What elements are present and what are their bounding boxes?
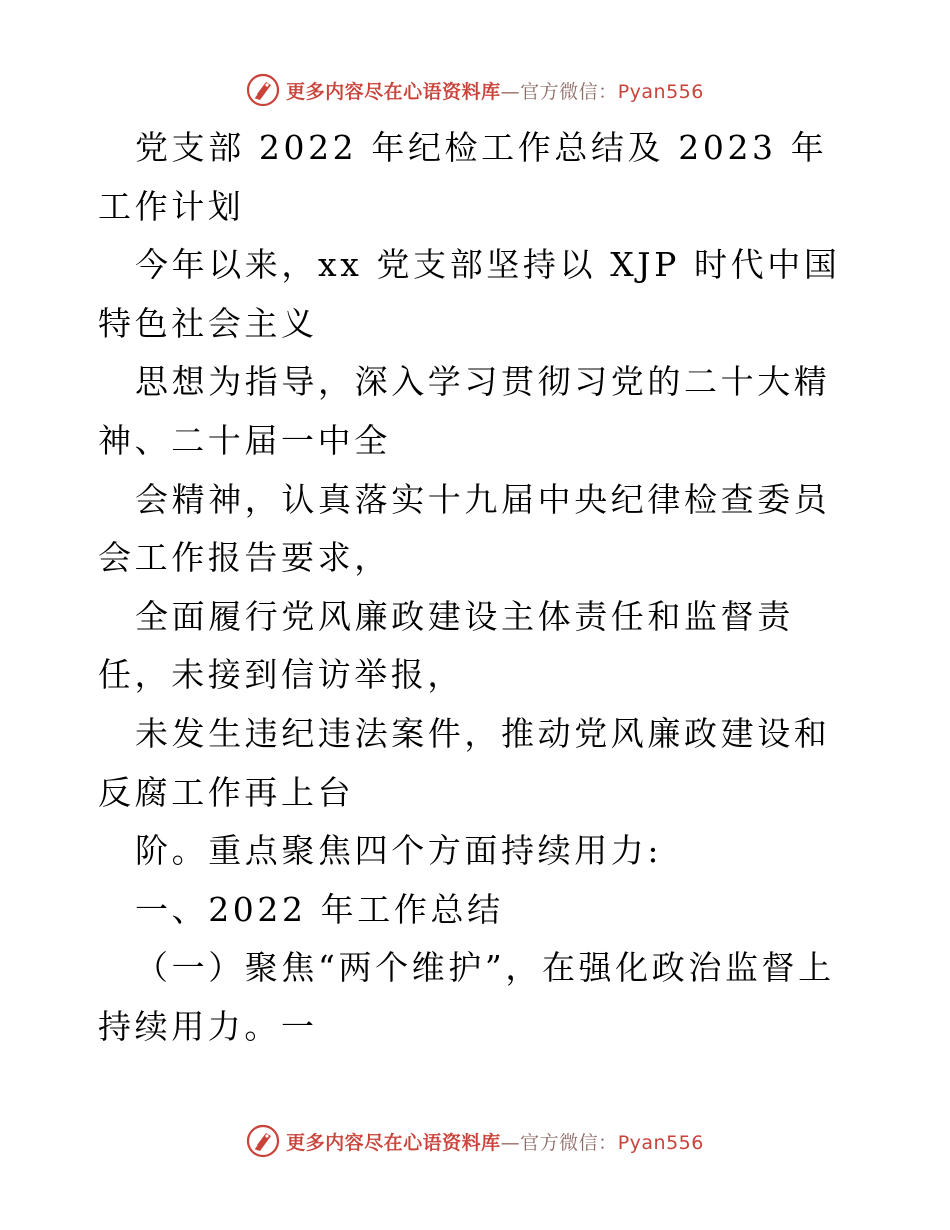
watermark-dash: — bbox=[500, 1131, 521, 1154]
watermark-text bbox=[286, 1128, 704, 1155]
watermark-main: 更多内容尽在心语资料库 bbox=[286, 1131, 501, 1154]
pen-nib-icon bbox=[246, 1124, 280, 1158]
pen-nib-icon bbox=[246, 73, 280, 107]
watermark-footer bbox=[0, 1121, 950, 1161]
section-heading: 一、2022 年工作总结 bbox=[135, 889, 504, 929]
paragraph: 思想为指导，深入学习贯彻习党的二十大精神、二十届一中全 bbox=[98, 362, 831, 460]
document-title: 党支部 2022 年纪检工作总结及 2023 年工作计划 bbox=[98, 128, 828, 226]
paragraph: 未发生违纪违法案件，推动党风廉政建设和反腐工作再上台 bbox=[98, 713, 831, 812]
watermark-id: Pyan556 bbox=[617, 1131, 704, 1154]
watermark-dash: — bbox=[500, 80, 521, 103]
watermark-id: Pyan556 bbox=[617, 80, 704, 103]
paragraph: 今年以来，xx 党支部坚持以 XJP 时代中国特色社会主义 bbox=[98, 245, 841, 343]
watermark-main: 更多内容尽在心语资料库 bbox=[286, 80, 501, 103]
paragraph: 全面履行党风廉政建设主体责任和监督责任，未接到信访举报， bbox=[98, 596, 794, 695]
subsection-heading: （一）聚焦“两个维护”，在强化政治监督上持续用力。一 bbox=[98, 948, 835, 1046]
watermark-contact: 官方微信： bbox=[520, 1131, 618, 1154]
paragraph: 会精神，认真落实十九届中央纪律检查委员会工作报告要求， bbox=[98, 479, 831, 578]
watermark-text bbox=[286, 77, 704, 104]
paragraph: 阶。重点聚焦四个方面持续用力: bbox=[135, 831, 663, 871]
watermark-header bbox=[0, 70, 950, 110]
document-body bbox=[98, 119, 853, 1057]
watermark-contact: 官方微信： bbox=[520, 80, 618, 103]
